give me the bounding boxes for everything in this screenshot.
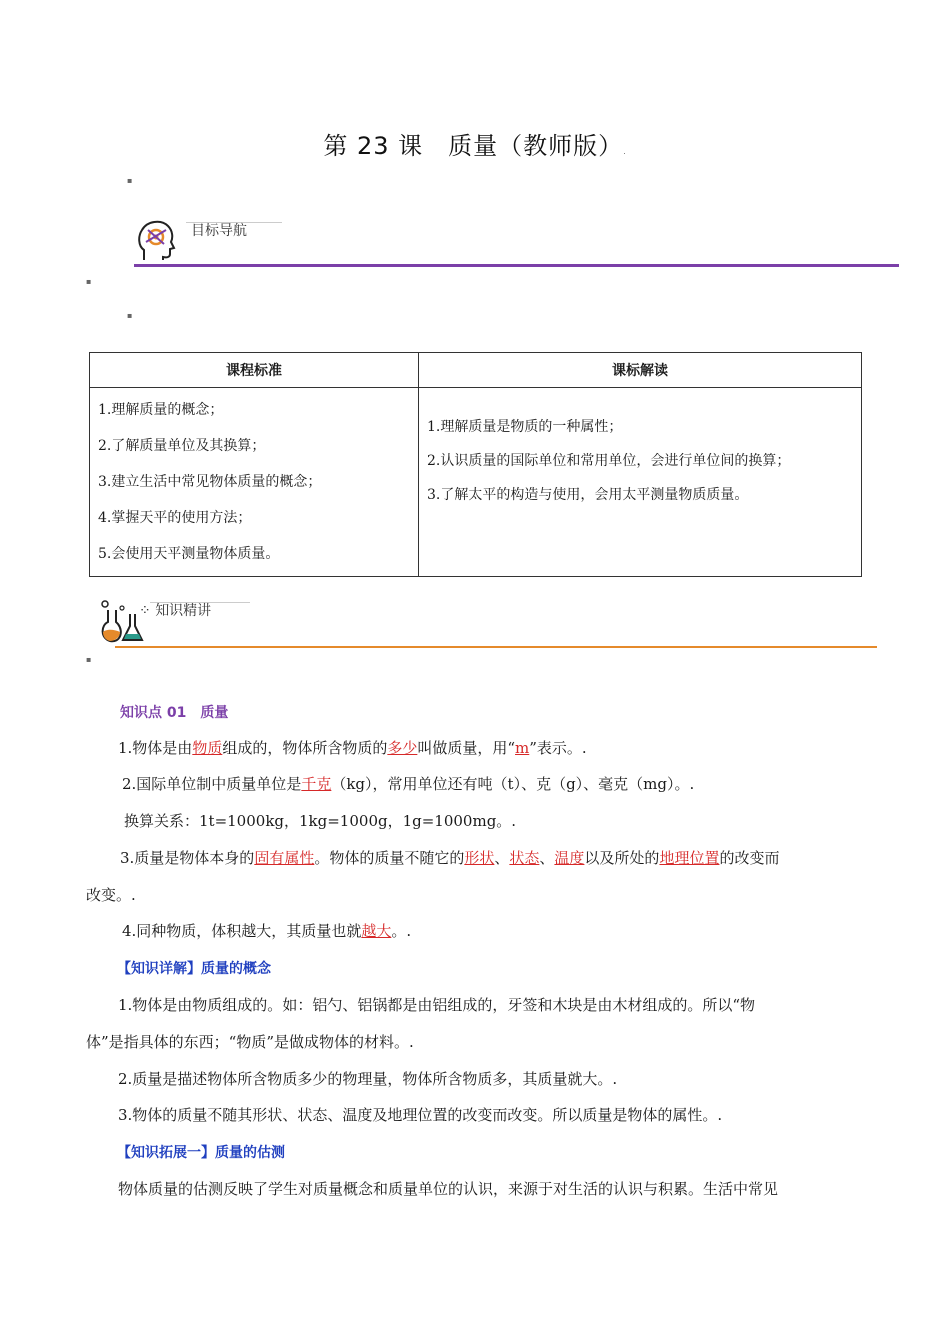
highlight-term: 温度 (554, 849, 585, 867)
text-run: 2.国际单位制中质量单位是 (122, 775, 302, 793)
table-row (90, 388, 862, 577)
list-item: 3.建立生活中常见物体质量的概念； (98, 474, 322, 490)
text-run: 的改变而 (719, 849, 780, 867)
paragraph: 物体质量的估测反映了学生对质量概念和质量单位的认识，来源于对生活的认识与积累。生活中常见 (118, 1180, 779, 1198)
paragraph (122, 774, 694, 794)
text-run: 叫做质量，用“ (417, 739, 516, 757)
list-item: 3.了解太平的构造与使用，会用太平测量物质质量。 (427, 487, 749, 503)
paragraph: 2.质量是描述物体所含物质多少的物理量，物体所含物质多，其质量就大。. (118, 1070, 618, 1088)
list-item: 5.会使用天平测量物体质量。 (98, 546, 280, 562)
paragraph (120, 848, 779, 868)
text-run: 组成的，物体所含物质的 (222, 739, 388, 757)
para-mark: ▪ (86, 277, 92, 286)
interpretation-cell (419, 388, 862, 577)
highlight-term: 物质 (192, 739, 223, 757)
extension-heading: 【知识拓展一】质量的估测 (117, 1145, 285, 1161)
list-item: 2.认识质量的国际单位和常用单位，会进行单位间的换算； (427, 453, 791, 469)
flask-icon (98, 598, 144, 644)
highlight-term: 状态 (509, 849, 540, 867)
paragraph (118, 738, 587, 758)
text-run: 1.物体是由 (118, 739, 193, 757)
brain-gear-icon (136, 216, 178, 264)
paragraph: 换算关系：1t=1000kg，1kg=1000g，1g=1000mg。. (124, 812, 517, 830)
detail-heading: 【知识详解】质量的概念 (117, 961, 271, 977)
list-item: 4.掌握天平的使用方法； (98, 510, 252, 526)
text-run: 4.同种物质，体积越大，其质量也就 (122, 922, 362, 940)
list-item: 2.了解质量单位及其换算； (98, 438, 266, 454)
table-header-row (90, 353, 862, 388)
paragraph: 3.物体的质量不随其形状、状态、温度及地理位置的改变而改变。所以质量是物体的属性。. (118, 1106, 723, 1124)
para-mark: ▪ (86, 655, 92, 664)
highlight-term: 形状 (464, 849, 495, 867)
highlight-term: 地理位置 (659, 849, 720, 867)
text-run: 。. (391, 922, 412, 940)
text-run: 以及所处的 (584, 849, 660, 867)
text-run: ”表示。. (529, 739, 587, 757)
text-run: 、 (539, 849, 555, 867)
sparkle-icon: ⁘ (139, 603, 151, 619)
para-mark: ▪ (127, 176, 133, 185)
text-run: 、 (494, 849, 510, 867)
section-title-knowledge (139, 600, 211, 620)
text-run: 。物体的质量不随它的 (314, 849, 465, 867)
standards-table (89, 352, 862, 577)
paragraph: 改变。. (86, 886, 136, 904)
section-divider (134, 264, 899, 267)
knowledge-point-title: 知识点 01 质量 (120, 705, 229, 721)
section-divider (115, 646, 877, 648)
section-title-goals: 目标导航 (191, 223, 247, 239)
highlight-term: 千克 (301, 775, 332, 793)
highlight-term: m (515, 739, 530, 757)
paragraph: 1.物体是由物质组成的。如：铝勺、铝锅都是由铝组成的，牙签和木块是由木材组成的。所以“物 (118, 996, 755, 1014)
title-end-mark: . (623, 147, 627, 156)
standards-cell (90, 388, 419, 577)
section-label: 知识精讲 (155, 603, 212, 619)
highlight-term: 多少 (387, 739, 418, 757)
title-text: 第 23 课 质量（教师版） (323, 132, 624, 160)
highlight-term: 越大 (361, 922, 392, 940)
list-item: 1.理解质量是物质的一种属性； (427, 419, 623, 435)
highlight-term: 固有属性 (254, 849, 315, 867)
list-item: 1.理解质量的概念； (98, 402, 224, 418)
paragraph (122, 921, 411, 941)
text-run: 3.质量是物体本身的 (120, 849, 255, 867)
table-header: 课程标准 (90, 353, 419, 388)
para-mark: ▪ (127, 311, 133, 320)
table-header: 课标解读 (419, 353, 862, 388)
text-run: （kg），常用单位还有吨（t）、克（g）、毫克（mg）。. (331, 775, 695, 793)
paragraph: 体”是指具体的东西；“物质”是做成物体的材料。. (86, 1033, 414, 1051)
page-title (0, 126, 950, 161)
